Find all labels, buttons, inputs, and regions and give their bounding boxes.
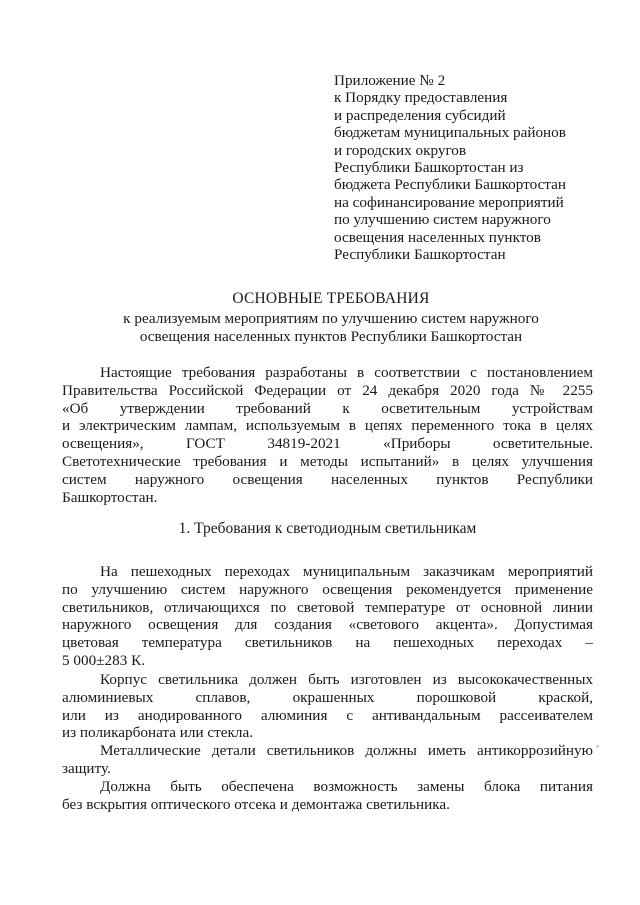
document-subtitle (62, 310, 600, 345)
appendix-header (334, 72, 624, 263)
text-line: Металлические детали светильников должны иметь антикоррозийную (100, 742, 593, 759)
text-line: без вскрытия оптического отсека и демонтажа светильника. (62, 795, 450, 813)
text-line: Башкортостан. (62, 488, 158, 506)
paragraph-power-unit (62, 778, 593, 814)
paragraph-corrosion (62, 742, 593, 778)
appendix-line: к Порядку предоставления (334, 89, 508, 107)
text-line: Правительства Российской Федерации от 24 декабря 2020 года № 2255 (62, 381, 593, 399)
text-line: и электрическим лампам, используемым в цепях переменного тока в целях (62, 417, 593, 435)
text-line: или из анодированного алюминия с антивандальным рассеивателем (62, 706, 593, 724)
subtitle-line: освещения населенных пунктов Республики Башкортостан (139, 327, 523, 345)
text-line: освещения», ГОСТ 34819-2021 «Приборы осветительные. (62, 435, 593, 453)
text-line: Должна быть обеспечена возможность замены блока питания (100, 778, 593, 795)
appendix-line: Республики Башкортостан из (334, 159, 524, 177)
appendix-line: Республики Башкортостан (334, 246, 506, 264)
text-line: На пешеходных переходах муниципальным заказчикам мероприятий (100, 563, 593, 580)
text-line: Корпус светильника должен быть изготовлен из высококачественных (100, 671, 593, 688)
subtitle-line: к реализуемым мероприятиям по улучшению систем наружного (123, 310, 539, 327)
text-line: Настоящие требования разработаны в соответствии с постановлением (100, 364, 593, 381)
appendix-line: освещения населенных пунктов (334, 228, 541, 246)
section-heading: 1. Требования к светодиодным светильникам (178, 520, 477, 537)
appendix-line: бюджетам муниципальных районов (334, 124, 566, 142)
text-line: алюминиевых сплавов, окрашенных порошковой краской, (62, 688, 593, 706)
text-line: наружного освещения для создания «светового акцента». Допустимая (62, 616, 593, 634)
text-line: цветовая температура светильников на пешеходных переходах – (62, 634, 593, 652)
text-line: «Об утверждении требований к осветительным устройствам (62, 399, 593, 417)
intro-paragraph (62, 364, 593, 506)
text-line: 5 000±283 К. (62, 651, 146, 669)
appendix-line: на софинансирование мероприятий (334, 193, 564, 211)
text-line: защиту. (62, 759, 111, 777)
text-line: из поликарбоната или стекла. (62, 724, 254, 742)
paragraph-housing (62, 671, 593, 742)
appendix-line: и городских округов (334, 141, 467, 159)
appendix-line: Приложение № 2 (334, 72, 446, 89)
text-line: светильников, отличающихся по световой температуре от основной линии (62, 598, 593, 616)
text-line: Светотехнические требования и методы испытаний» в целях улучшения (62, 452, 593, 470)
appendix-line: и распределения субсидий (334, 106, 506, 124)
document-title: ОСНОВНЫЕ ТРЕБОВАНИЯ (232, 290, 430, 307)
appendix-line: бюджета Республики Башкортостан (334, 176, 567, 194)
text-line: по улучшению систем наружного освещения рекомендуется применение (62, 580, 593, 598)
paragraph-pedestrian-crossings (62, 563, 593, 670)
appendix-line: по улучшению систем наружного (334, 211, 551, 229)
scan-speck (596, 745, 599, 748)
text-line: систем наружного освещения населенных пунктов Республики (62, 470, 593, 488)
